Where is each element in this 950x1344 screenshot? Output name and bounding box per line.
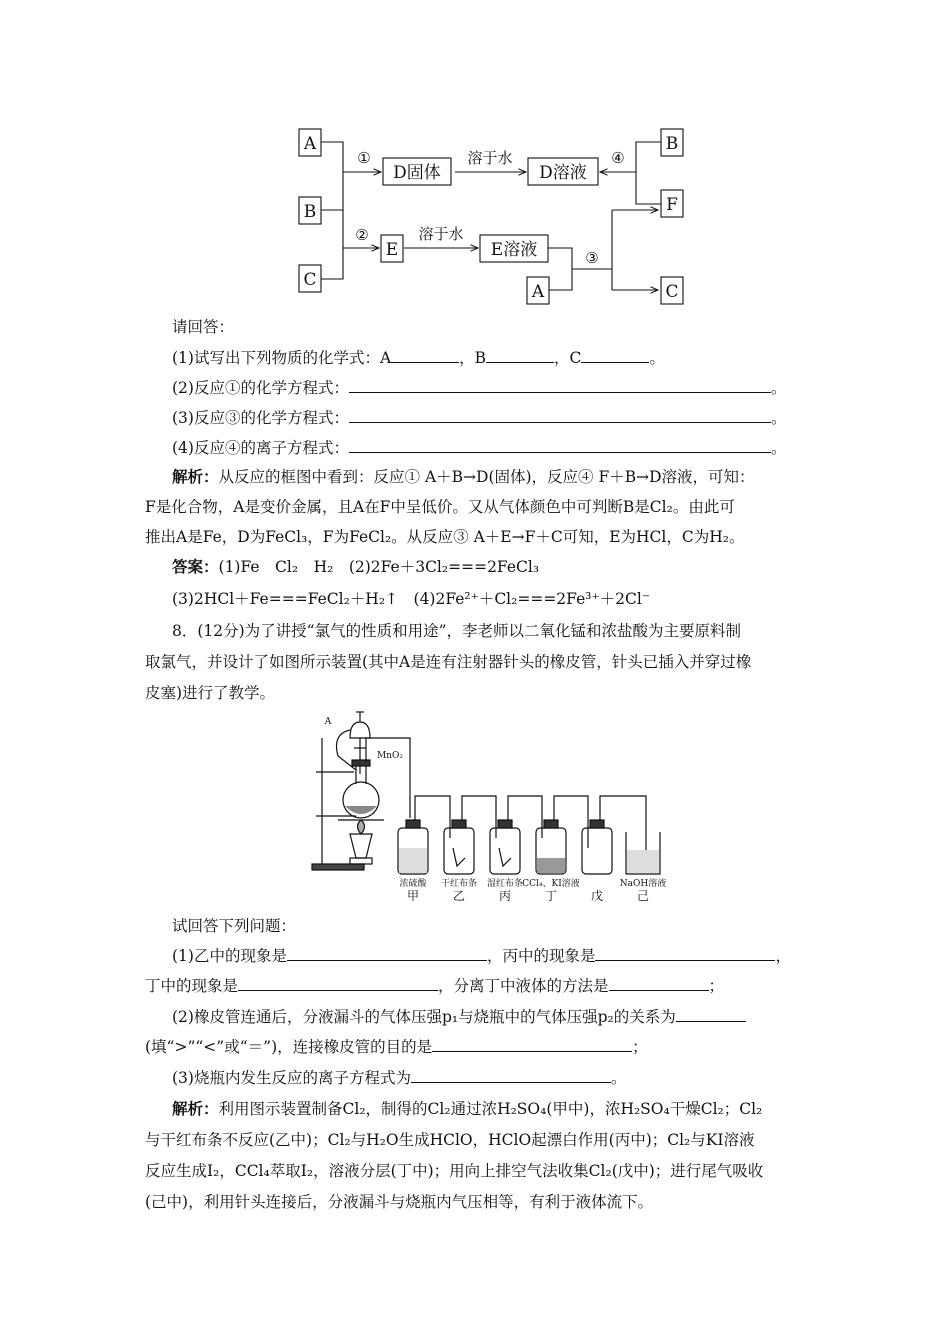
bottle-contents-label: 干红布条 [440, 879, 478, 889]
bottle-contents-label: 浓硫酸 [399, 879, 427, 889]
q7-answer-line-1 [172, 556, 539, 578]
q7-answer-line-2: (3)2HCl＋Fe===FeCl₂＋H₂↑ (4)2Fe²⁺＋Cl₂===2Fe³⁺＋2Cl⁻ [172, 590, 651, 608]
bottle-name-label: 乙 [452, 889, 466, 903]
q7-q3-end: 。 [770, 409, 787, 427]
q8-question-2-line-2 [145, 1035, 648, 1058]
answer-blank-separation[interactable] [609, 974, 709, 991]
bottle-contents-label: NaOH溶液 [619, 879, 667, 889]
q8-analysis-label: 解析： [172, 1099, 219, 1118]
q7-q1-end: 。 [649, 349, 665, 367]
label-mno2: MnO₂ [377, 751, 403, 761]
answer-blank-bing[interactable] [595, 944, 775, 961]
answer-blank-pressure[interactable] [676, 1005, 746, 1022]
q7-answer-text-1: (1)Fe Cl₂ H₂ (2)2Fe＋3Cl₂===2FeCl₃ [218, 558, 540, 576]
bottle-contents-label: CCl₄、KI溶液 [522, 879, 580, 889]
box-d-solid: D固体 [393, 163, 441, 183]
q8-q1-b: ，丙中的现象是 [486, 947, 596, 965]
q8-question-2-line-1 [172, 1005, 746, 1028]
q8-q1-c: ， [775, 947, 791, 965]
q8-analysis-line-3: 反应生成I₂，CCl₄萃取I₂，溶液分层(丁中)；用向上排空气法收集Cl₂(戊中)；进行尾气吸收 [145, 1162, 764, 1180]
q7-q1-text: (1)试写出下列物质的化学式：A [172, 349, 392, 367]
q8-analysis-line-1 [172, 1098, 762, 1120]
label-dissolve-2: 溶于水 [418, 225, 464, 243]
box-e-solution: E溶液 [490, 240, 538, 260]
q7-q1-c-text: ，C [554, 349, 582, 367]
box-e: E [385, 240, 399, 260]
bottle-stopper [452, 820, 466, 828]
box-a2: A [531, 282, 545, 302]
q8-q2-c: ； [632, 1038, 648, 1056]
marker-reaction-1: ① [357, 149, 371, 167]
q7-question-2 [172, 376, 786, 399]
answer-blank-yi[interactable] [287, 944, 487, 961]
q8-q1-a: (1)乙中的现象是 [172, 947, 287, 965]
box-c1: C [303, 270, 317, 290]
box-b1: B [303, 202, 317, 222]
red-cloth-strip [453, 848, 465, 866]
bottle-name-label: 戊 [590, 889, 604, 903]
box-c-right: C [665, 282, 679, 302]
q7-question-3 [172, 406, 786, 429]
q7-analysis-line-2: F是化合物，A是变价金属，且A在F中呈低价。又从气体颜色中可判断B是Cl₂。由此可 [145, 498, 735, 516]
q8-question-3 [172, 1066, 626, 1089]
bottle-liquid [537, 858, 565, 873]
q8-analysis-line-2: 与干红布条不反应(乙中)；Cl₂与H₂O生成HClO，HClO起漂白作用(丙中)；Cl₂与KI溶液 [145, 1131, 755, 1149]
q8-q1-f: ； [708, 977, 725, 995]
label-a: A [324, 717, 332, 727]
bottle-contents-label: 湿红布条 [486, 879, 524, 889]
bottle-name-label: 甲 [406, 889, 420, 903]
answer-blank-a[interactable] [391, 346, 459, 363]
q8-q3-b: 。 [610, 1069, 627, 1087]
q7-analysis-text-1: 从反应的框图中看到：反应① A＋B→D(固体)，反应④ F＋B→D溶液，可知： [218, 468, 755, 486]
bottle-stopper [498, 820, 512, 828]
answer-blank-purpose[interactable] [432, 1035, 632, 1052]
bottle-name-label: 丁 [544, 889, 558, 903]
bottle-stopper [544, 820, 558, 828]
q7-prompt: 请回答： [172, 318, 235, 336]
q8-question-1-line-1 [172, 944, 791, 967]
q7-q2-text: (2)反应①的化学方程式： [172, 379, 349, 397]
marker-reaction-3: ③ [585, 249, 599, 267]
answer-blank-c[interactable] [581, 346, 649, 363]
q8-analysis-text-1: 利用图示装置制备Cl₂，制得的Cl₂通过浓H₂SO₄(甲中)，浓H₂SO₄干燥Cl₂；Cl₂ [218, 1100, 763, 1118]
q7-analysis-line-1 [172, 466, 755, 488]
q8-q3-a: (3)烧瓶内发生反应的离子方程式为 [172, 1069, 411, 1087]
gas-bottle [582, 828, 612, 874]
red-cloth-strip [499, 848, 511, 866]
q7-question-1 [172, 346, 665, 369]
q7-analysis-label: 解析： [172, 467, 219, 486]
box-d-solution: D溶液 [539, 163, 587, 183]
marker-reaction-2: ② [355, 226, 369, 244]
label-dissolve-1: 溶于水 [467, 149, 513, 167]
bottle-name-label: 丙 [498, 889, 512, 903]
q8-q2-b: (填“>”“<”或“＝”)，连接橡皮管的目的是 [145, 1038, 433, 1056]
chlorine-apparatus-diagram [310, 708, 710, 908]
q8-q1-e: ，分离丁中液体的方法是 [438, 977, 609, 995]
q8-q2-a: (2)橡皮管连通后，分液漏斗的气体压强p₁与烧瓶中的气体压强p₂的关系为 [172, 1008, 676, 1026]
q8-intro-line-3: 皮塞)进行了教学。 [145, 684, 276, 702]
box-a1: A [303, 134, 317, 154]
bottle-liquid [399, 848, 427, 873]
q7-question-4 [172, 436, 786, 459]
bottle-name-label: 己 [636, 889, 650, 903]
answer-blank-q4[interactable] [349, 436, 771, 453]
q8-intro-line-1: 8．(12分)为了讲授“氯气的性质和用途”，李老师以二氧化锰和浓盐酸为主要原料制 [172, 622, 742, 640]
reaction-flow-diagram [0, 0, 950, 310]
q7-q4-end: 。 [770, 439, 787, 457]
answer-blank-q2[interactable] [349, 376, 771, 393]
q7-q4-text: (4)反应④的离子方程式： [172, 439, 349, 457]
box-f-right: F [666, 195, 678, 215]
q7-analysis-line-3: 推出A是Fe，D为FeCl₃，F为FeCl₂。从反应③ A＋E→F＋C可知，E为HCl，C为H₂。 [145, 528, 745, 546]
answer-blank-b[interactable] [486, 346, 554, 363]
q7-q3-text: (3)反应③的化学方程式： [172, 409, 349, 427]
q8-question-1-line-2 [145, 974, 724, 997]
box-b-right: B [665, 134, 679, 154]
q7-q1-b-text: ，B [459, 349, 487, 367]
answer-blank-ding[interactable] [238, 974, 438, 991]
answer-blank-q3[interactable] [349, 406, 771, 423]
bottle-stopper [406, 820, 420, 828]
q7-q2-end: 。 [770, 379, 787, 397]
gas-bottle [444, 828, 474, 874]
gas-bottle [490, 828, 520, 874]
q8-prompt: 试回答下列问题： [172, 917, 297, 935]
q8-intro-line-2: 取氯气，并设计了如图所示装置(其中A是连有注射器针头的橡皮管，针头已插入并穿过橡 [145, 653, 752, 671]
q7-answer-label: 答案： [172, 557, 219, 576]
answer-blank-ionic[interactable] [411, 1066, 611, 1083]
q8-analysis-line-4: (己中)，利用针头连接后，分液漏斗与烧瓶内气压相等，有利于液体流下。 [145, 1193, 654, 1211]
bottle-stopper [590, 820, 604, 828]
q8-q1-d: 丁中的现象是 [145, 977, 239, 995]
marker-reaction-4: ④ [611, 149, 625, 167]
